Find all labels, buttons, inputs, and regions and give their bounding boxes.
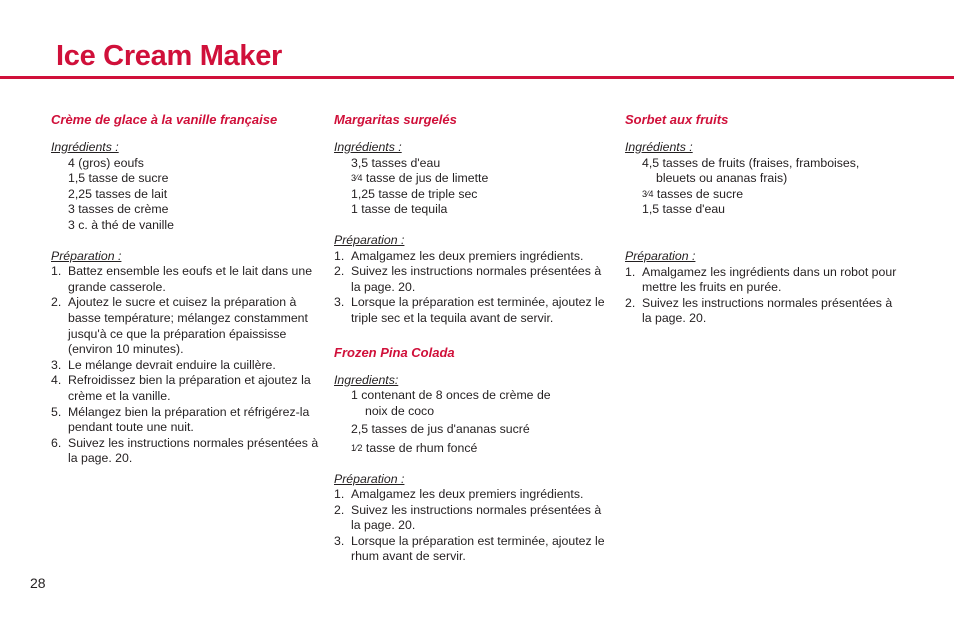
ingredient-item: 4 (gros) eoufs — [68, 155, 144, 170]
recipe-title: Sorbet aux fruits — [625, 112, 729, 127]
recipe-vanilla — [51, 112, 323, 467]
ingredient-item-cont: bleuets ou ananas frais) — [656, 171, 788, 186]
recipe-margaritas — [334, 112, 606, 327]
step-number: 1. — [51, 264, 62, 279]
step-item — [625, 265, 897, 296]
steps-list — [334, 487, 606, 565]
step-text: Amalgamez les ingrédients dans un robot pour mettre les fruits en purée. — [642, 264, 897, 295]
ingredient-item: 2,25 tasses de lait — [68, 186, 168, 201]
step-number: 6. — [51, 435, 62, 450]
step-number: 1. — [334, 487, 345, 502]
ingredient-text: tasses de sucre — [653, 186, 744, 201]
step-item — [51, 405, 323, 436]
ingredient-item: 1,5 tasse de sucre — [68, 171, 169, 186]
step-text: Suivez les instructions normales présentées à la page. 20. — [351, 264, 602, 294]
step-number: 2. — [51, 295, 62, 310]
step-item — [51, 358, 323, 374]
step-number: 1. — [625, 264, 636, 279]
step-item — [334, 487, 606, 503]
step-item — [51, 373, 323, 404]
ingredients-list — [625, 156, 897, 218]
step-item — [334, 264, 606, 295]
recipe-title: Frozen Pina Colada — [334, 344, 455, 360]
step-text: Amalgamez les deux premiers ingrédients. — [351, 248, 584, 263]
ingredients-list — [51, 156, 323, 234]
ingredient-item: 4,5 tasses de fruits (fraises, framboises, — [642, 155, 860, 170]
step-number: 2. — [625, 295, 636, 310]
step-text: Suivez les instructions normales présentées à la page. 20. — [351, 502, 602, 533]
ingredient-item: 3 tasses de crème — [68, 202, 169, 217]
fraction: 1⁄2 — [351, 442, 363, 453]
ingredient-item — [334, 441, 606, 457]
steps-list — [334, 249, 606, 327]
ingredients-label: Ingrédients : — [334, 140, 402, 154]
preparation-label: Préparation : — [51, 248, 122, 263]
step-text: Suivez les instructions normales présentées à la page. 20. — [642, 295, 893, 326]
title-rule — [0, 76, 954, 79]
preparation-label: Préparation : — [334, 232, 405, 247]
step-number: 1. — [334, 248, 345, 263]
step-item — [334, 249, 606, 265]
ingredient-item: 1,25 tasse de triple sec — [351, 186, 478, 201]
ingredient-text: tasse de rhum foncé — [362, 440, 478, 455]
fraction: 3⁄4 — [351, 173, 363, 184]
step-number: 3. — [334, 295, 345, 310]
step-number: 3. — [51, 357, 62, 372]
ingredient-item-cont: noix de coco — [365, 403, 435, 418]
step-text: Le mélange devrait enduire la cuillère. — [68, 357, 276, 372]
ingredient-item: 1,5 tasse d'eau — [642, 202, 726, 217]
recipe-sorbet — [625, 112, 897, 327]
ingredients-label: Ingredients: — [334, 372, 399, 387]
steps-list — [625, 265, 897, 327]
step-item — [51, 436, 323, 467]
column-2 — [334, 112, 606, 565]
page-title: Ice Cream Maker — [56, 40, 283, 72]
step-text: Lorsque la préparation est terminée, ajoutez le triple sec et la tequila avant de servir. — [351, 295, 605, 325]
ingredient-text: tasse de jus de limette — [362, 171, 489, 186]
ingredients-list — [334, 156, 606, 218]
step-item — [334, 503, 606, 534]
ingredients-label: Ingrédients : — [51, 140, 119, 154]
steps-list — [51, 264, 323, 467]
page-number: 28 — [30, 575, 46, 591]
ingredient-item: 3 c. à thé de vanille — [68, 217, 174, 232]
step-item — [334, 534, 606, 565]
step-text: Refroidissez bien la préparation et ajoutez la crème et la vanille. — [68, 373, 311, 403]
step-number: 4. — [51, 373, 62, 388]
step-text: Lorsque la préparation est terminée, ajoutez le rhum avant de servir. — [351, 533, 605, 564]
preparation-label: Préparation : — [625, 248, 696, 263]
step-item — [51, 264, 323, 295]
step-text: Mélangez bien la préparation et réfrigérez-la pendant toute une nuit. — [68, 404, 310, 435]
step-number: 2. — [334, 502, 345, 517]
recipe-pina-colada — [334, 345, 606, 566]
step-number: 5. — [51, 404, 62, 419]
step-text: Amalgamez les deux premiers ingrédients. — [351, 487, 584, 502]
ingredient-item — [625, 187, 897, 203]
step-text: Battez ensemble les eoufs et le lait dans une grande casserole. — [68, 264, 313, 294]
ingredients-list — [334, 388, 606, 456]
ingredients-label: Ingrédients : — [625, 140, 693, 154]
preparation-label: Préparation : — [334, 471, 405, 486]
ingredient-item — [334, 171, 606, 187]
recipe-title: Crème de glace à la vanille française — [51, 112, 278, 127]
step-item — [51, 295, 323, 357]
fraction: 3⁄4 — [642, 188, 654, 199]
recipe-title: Margaritas surgelés — [334, 112, 457, 127]
ingredient-item: 1 tasse de tequila — [351, 202, 448, 217]
step-text: Suivez les instructions normales présentées à la page. 20. — [68, 435, 319, 466]
ingredient-item: 3,5 tasses d'eau — [351, 155, 441, 170]
step-number: 3. — [334, 533, 345, 548]
ingredient-item: 2,5 tasses de jus d'ananas sucré — [351, 422, 530, 437]
ingredient-item: 1 contenant de 8 onces de crème de — [351, 388, 551, 403]
step-item — [334, 295, 606, 326]
step-number: 2. — [334, 264, 345, 279]
step-text: Ajoutez le sucre et cuisez la préparation à basse température; mélangez constamment jusqu'à ce que la préparation épaississe (environ 10 minutes). — [68, 295, 308, 357]
step-item — [625, 296, 897, 327]
